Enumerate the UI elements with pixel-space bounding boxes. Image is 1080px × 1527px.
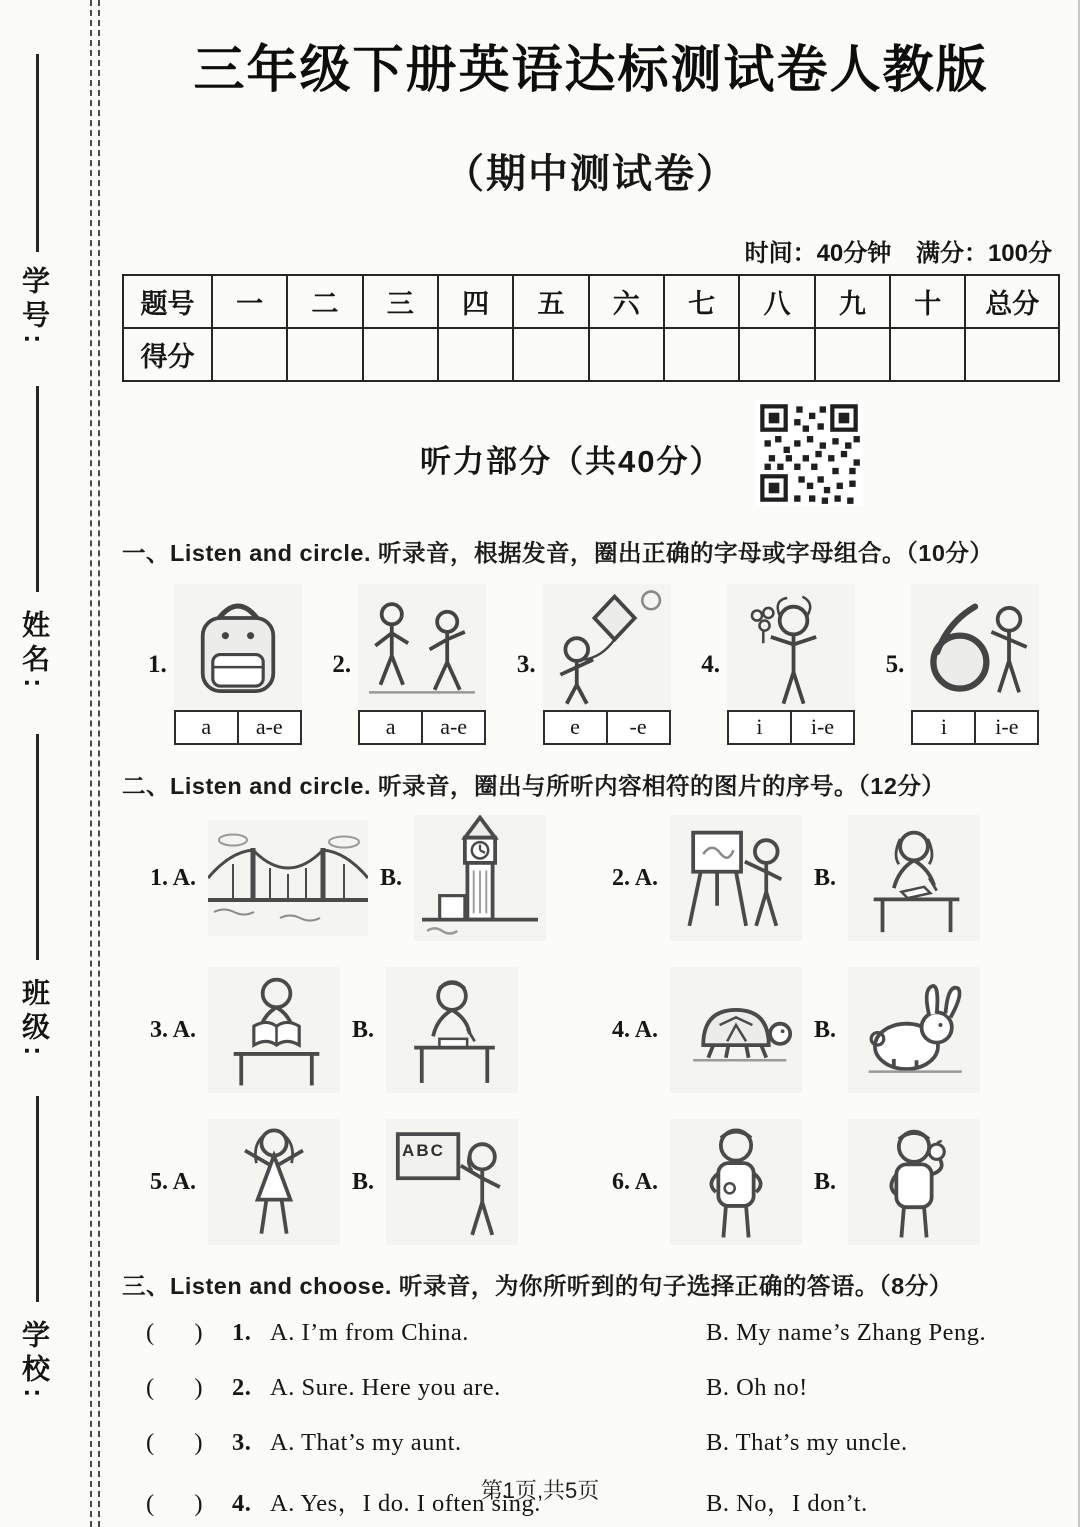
score-cell-empty xyxy=(438,328,513,381)
blackboard-abc-text: ABC xyxy=(402,1141,445,1160)
paper-title: 三年级下册英语达标测试卷人教版 xyxy=(193,41,989,98)
s3-item-2-answer-blank[interactable]: ( ) xyxy=(146,1374,204,1401)
s1-item-5-number: 5. xyxy=(885,650,905,678)
s2-item-5-label-a: 5. A. xyxy=(150,1168,197,1195)
score-col-10: 十 xyxy=(890,275,965,328)
name-fill-line xyxy=(36,386,39,592)
girl-writing-image[interactable] xyxy=(848,815,980,941)
s3-item-3-option-a[interactable]: A. That’s my aunt. xyxy=(270,1429,462,1456)
score-cell-empty xyxy=(965,328,1059,381)
s1-item-3-option-b[interactable]: -e xyxy=(606,712,669,743)
s3-item-3 xyxy=(146,1429,1060,1457)
s3-item-1 xyxy=(146,1319,1060,1347)
children-playing-image xyxy=(358,584,486,710)
school-fill-line xyxy=(36,1096,39,1302)
s1-item-2-option-b[interactable]: a-e xyxy=(421,712,484,743)
score-col-4: 四 xyxy=(438,275,513,328)
s2-item-5 xyxy=(150,1119,598,1245)
s2-item-2 xyxy=(612,815,1060,941)
score-col-7: 七 xyxy=(664,275,739,328)
score-cell-empty xyxy=(664,328,739,381)
s3-item-4-option-a[interactable]: A. Yes，I do. I often sing. xyxy=(270,1490,541,1517)
turtle-image[interactable] xyxy=(670,967,802,1093)
listening-section-title: 听力部分（共40分） xyxy=(420,444,723,479)
s3-item-3-option-b[interactable]: B. That’s my uncle. xyxy=(706,1429,908,1456)
teacher-blackboard-image[interactable] xyxy=(386,1119,518,1245)
score-cell-empty xyxy=(890,328,965,381)
score-col-6: 六 xyxy=(589,275,664,328)
boy-eating-apple-image[interactable] xyxy=(848,1119,980,1245)
score-col-2: 二 xyxy=(287,275,362,328)
s3-item-3-number: 3. xyxy=(232,1429,252,1456)
backpack-image xyxy=(174,584,302,710)
girl-dancing-image[interactable] xyxy=(208,1119,340,1245)
s1-item-5-option-a[interactable]: i xyxy=(940,714,947,739)
s1-item-1-option-a[interactable]: a xyxy=(201,714,212,739)
time-limit: 时间：40分钟 xyxy=(744,240,892,267)
score-cell-empty xyxy=(589,328,664,381)
boy-reading-image[interactable] xyxy=(208,967,340,1093)
class-fill-line xyxy=(36,734,39,960)
s2-item-1-label-b: B. xyxy=(380,864,403,891)
s3-item-1-option-b[interactable]: B. My name’s Zhang Peng. xyxy=(706,1319,987,1346)
s1-item-3-option-a[interactable]: e xyxy=(570,714,580,739)
s2-item-4-label-a: 4. A. xyxy=(612,1016,659,1043)
score-col-5: 五 xyxy=(513,275,588,328)
binding-dashed-line xyxy=(90,0,92,1527)
golden-gate-bridge-image[interactable] xyxy=(208,820,368,936)
s1-item-2-options xyxy=(358,710,486,745)
section2-items xyxy=(122,815,1060,1245)
boy-flying-kite-image xyxy=(543,584,671,710)
score-row-label: 得分 xyxy=(123,328,212,381)
s2-item-6-label-b: B. xyxy=(814,1168,837,1195)
s1-item-2-number: 2. xyxy=(332,650,352,678)
section3-title: 三、Listen and choose. 听录音，为你所听到的句子选择正确的答语。（8分） xyxy=(122,1273,953,1299)
score-table-score-row xyxy=(123,328,1059,381)
s3-item-1-number: 1. xyxy=(232,1319,252,1346)
boy-writing-image[interactable] xyxy=(386,967,518,1093)
s1-item-5-options xyxy=(911,710,1039,745)
s2-item-1 xyxy=(150,815,598,941)
s1-item-4-option-b[interactable]: i-e xyxy=(790,712,853,743)
school-label: 学校: xyxy=(19,1320,50,1404)
score-table-header-row xyxy=(123,275,1059,328)
big-ben-image[interactable] xyxy=(414,815,546,941)
question-number-label: 题号 xyxy=(123,275,212,328)
total-score-label: 总分 xyxy=(965,275,1059,328)
s1-item-4-option-a[interactable]: i xyxy=(756,714,763,739)
s1-item-4 xyxy=(701,584,875,745)
score-col-3: 三 xyxy=(363,275,438,328)
s2-item-5-label-b: B. xyxy=(352,1168,375,1195)
s2-item-4 xyxy=(612,967,1060,1093)
s3-item-2 xyxy=(146,1374,1060,1402)
s2-item-3-label-b: B. xyxy=(352,1016,375,1043)
s2-item-2-label-a: 2. A. xyxy=(612,864,659,891)
s3-item-1-option-a[interactable]: A. I’m from China. xyxy=(270,1319,469,1346)
score-col-1: 一 xyxy=(212,275,287,328)
s2-item-6-label-a: 6. A. xyxy=(612,1168,659,1195)
s1-item-1-option-b[interactable]: a-e xyxy=(237,712,300,743)
exam-meta xyxy=(122,233,1060,268)
score-col-9: 九 xyxy=(815,275,890,328)
paper-subtitle: （期中测试卷） xyxy=(444,152,738,196)
section2-title: 二、Listen and circle. 听录音，圈出与所听内容相符的图片的序号。（12分） xyxy=(122,773,946,799)
s2-item-4-label-b: B. xyxy=(814,1016,837,1043)
s1-item-3-options xyxy=(543,710,671,745)
s3-item-1-answer-blank[interactable]: ( ) xyxy=(146,1319,204,1346)
page-number: 第1页,共5页 xyxy=(480,1478,600,1503)
s1-item-2 xyxy=(332,584,506,745)
section1-title: 一、Listen and circle. 听录音，根据发音，圈出正确的字母或字母组合。（10分） xyxy=(122,540,994,566)
girl-painting-easel-image[interactable] xyxy=(670,815,802,941)
s3-item-4-number: 4. xyxy=(232,1490,252,1517)
s1-item-1-number: 1. xyxy=(148,650,167,678)
teacher-blackboard-image-wrap xyxy=(386,1119,518,1245)
full-score: 满分：100分 xyxy=(915,240,1052,267)
boy-with-number-six-image xyxy=(911,584,1039,710)
paper-body xyxy=(122,28,1060,1519)
score-cell-empty xyxy=(212,328,287,381)
s1-item-2-option-a[interactable]: a xyxy=(385,714,396,739)
score-col-8: 八 xyxy=(739,275,814,328)
s3-item-2-option-b[interactable]: B. Oh no! xyxy=(706,1374,808,1401)
boy-holding-food-image[interactable] xyxy=(670,1119,802,1245)
listening-section-header xyxy=(122,400,1060,512)
listening-audio-qr-code xyxy=(756,400,862,506)
student-id-fill-line xyxy=(36,54,39,252)
s1-item-3 xyxy=(517,584,691,745)
s3-item-2-number: 2. xyxy=(232,1374,252,1401)
s1-item-4-options xyxy=(727,710,855,745)
s2-item-6 xyxy=(612,1119,1060,1245)
s3-item-2-option-a[interactable]: A. Sure. Here you are. xyxy=(270,1374,501,1401)
score-table xyxy=(122,274,1060,382)
s1-item-1 xyxy=(148,584,322,745)
s3-item-3-answer-blank[interactable]: ( ) xyxy=(146,1429,204,1456)
s2-item-3-label-a: 3. A. xyxy=(150,1016,197,1043)
s2-item-3 xyxy=(150,967,598,1093)
s1-item-1-options xyxy=(174,710,302,745)
score-cell-empty xyxy=(363,328,438,381)
score-cell-empty xyxy=(513,328,588,381)
rabbit-image[interactable] xyxy=(848,967,980,1093)
section1-items xyxy=(122,584,1060,745)
s3-item-4-answer-blank[interactable]: ( ) xyxy=(146,1490,204,1517)
s3-item-4-option-b[interactable]: B. No，I don’t. xyxy=(706,1490,868,1517)
s1-item-5-option-b[interactable]: i-e xyxy=(974,712,1037,743)
s1-item-5 xyxy=(886,584,1060,745)
qr-code-graphic xyxy=(756,400,862,506)
s1-item-4-number: 4. xyxy=(701,650,720,678)
score-cell-empty xyxy=(815,328,890,381)
name-label: 姓名: xyxy=(19,610,50,694)
s2-item-1-label-a: 1. A. xyxy=(150,864,197,891)
girl-with-flowers-image xyxy=(727,584,855,710)
s1-item-3-number: 3. xyxy=(516,650,536,678)
student-id-label: 学号: xyxy=(19,266,50,350)
binding-dashed-line-2 xyxy=(98,0,100,1527)
s2-item-2-label-b: B. xyxy=(814,864,837,891)
score-cell-empty xyxy=(287,328,362,381)
score-cell-empty xyxy=(739,328,814,381)
class-label: 班级: xyxy=(19,978,50,1062)
